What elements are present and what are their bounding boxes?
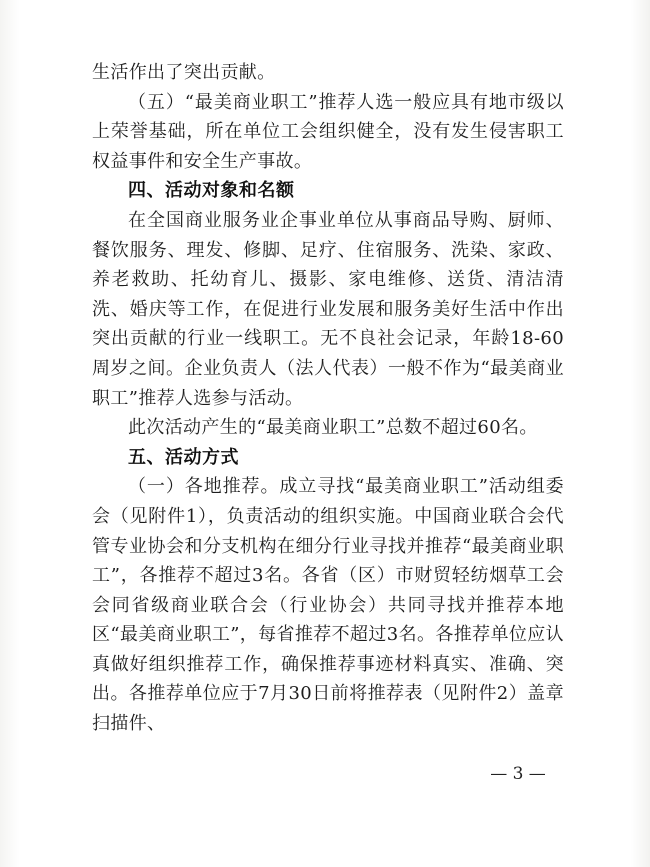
paragraph-activity-targets: 在全国商业服务业企事业单位从事商品导购、厨师、餐饮服务、理发、修脚、足疗、住宿服务、洗染、家政、养老救助、托幼育儿、摄影、家电维修、送货、清洁清洗、婚庆等工作，在促进行业发展和服务美好生活中作出突出贡献的行业一线职工。无不良社会记录，年龄18-60周岁之间。企业负责人（法人代表）一般不作为“最美商业职工”推荐人选参与活动。 [92, 209, 564, 409]
paragraph-continuation: 生活作出了突出贡献。 [92, 62, 276, 83]
paragraph-quota: 此次活动产生的“最美商业职工”总数不超过60名。 [128, 417, 538, 439]
page-number: — 3 — [490, 764, 546, 784]
section-heading-five: 五、活动方式 [128, 446, 239, 468]
paragraph-item-five: （五）“最美商业职工”推荐人选一般应具有地市级以上荣誉基础，所在单位工会组织健全，没有发生侵害职工权益事件和安全生产事故。 [92, 91, 564, 172]
section-heading-four: 四、活动对象和名额 [128, 180, 295, 202]
document-body [92, 58, 564, 739]
paragraph-local-recommendation: （一）各地推荐。成立寻找“最美商业职工”活动组委会（见附件1），负责活动的组织实施。中国商业联合会代管专业协会和分支机构在细分行业寻找并推荐“最美商业职工”，各推荐不超过3名。各省（区）市财贸轻纺烟草工会会同省级商业联合会（行业协会）共同寻找并推荐本地区“最美商业职工”，每省推荐不超过3名。各推荐单位应认真做好组织推荐工作，确保推荐事迹材料真实、准确、突出。各推荐单位应于7月30日前将推荐表（见附件2）盖章扫描件、 [92, 476, 564, 735]
